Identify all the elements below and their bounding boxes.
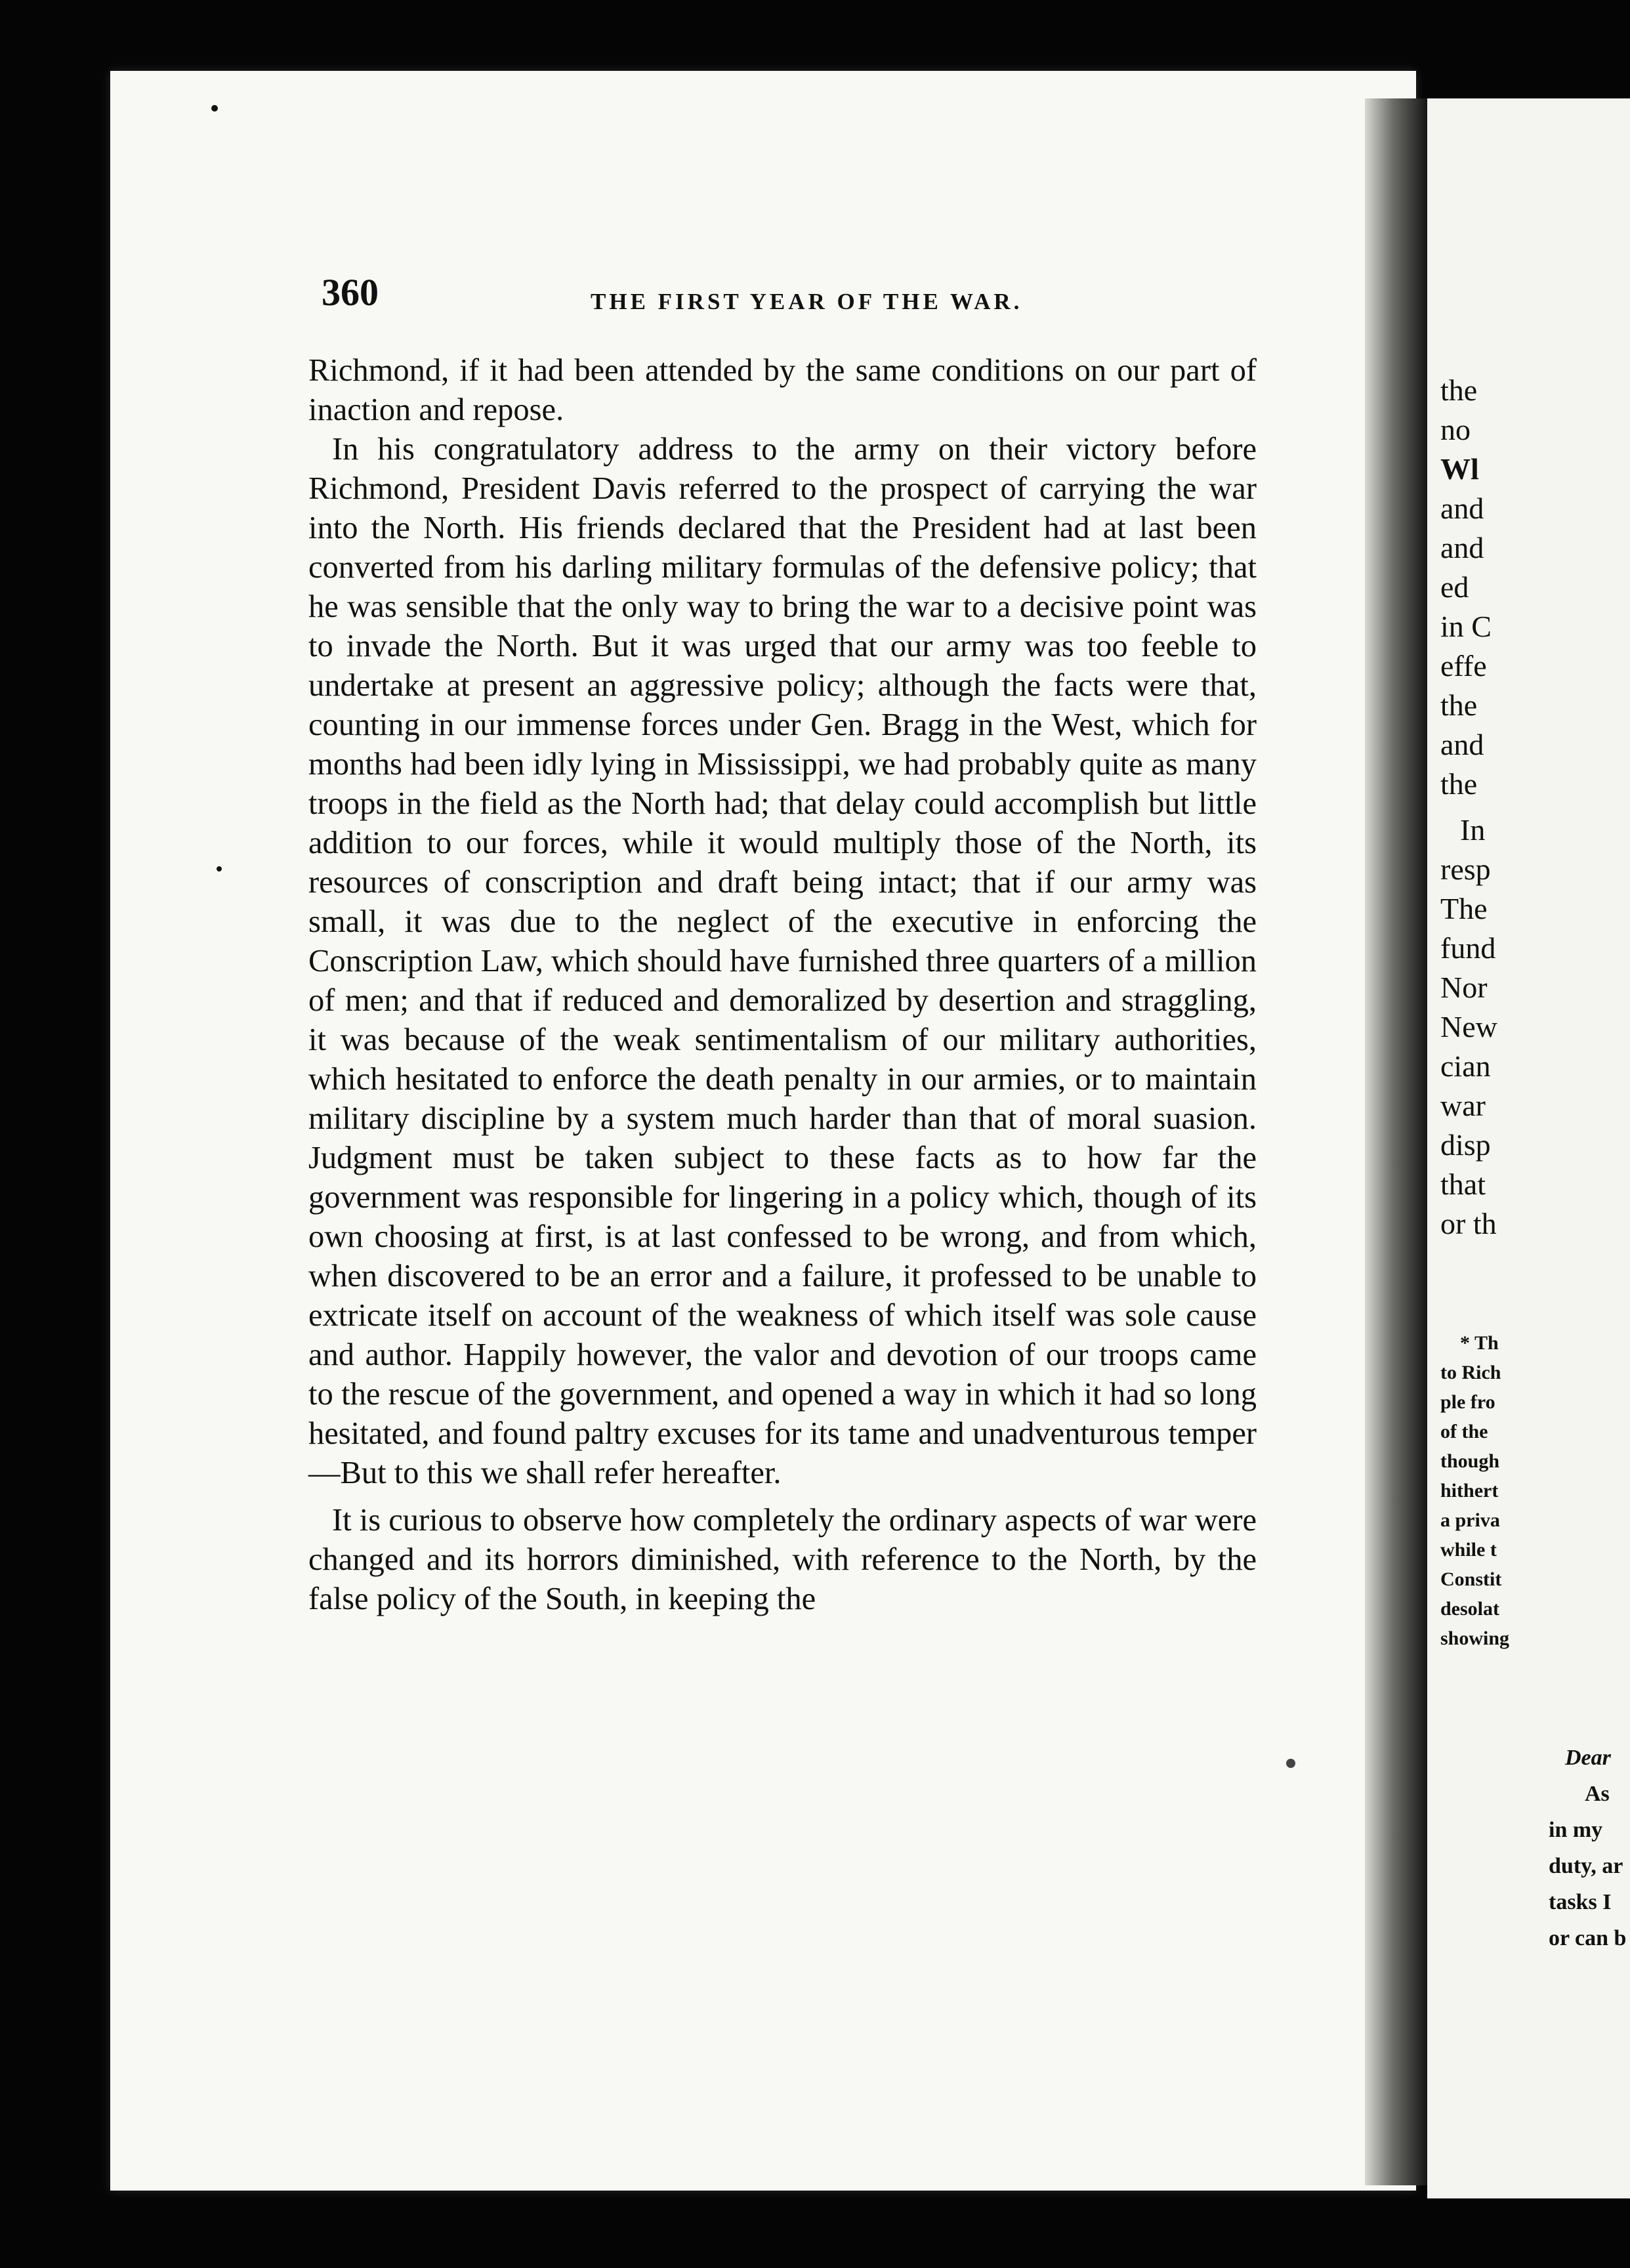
facing-footnote-line: hithert: [1440, 1480, 1499, 1502]
facing-line: resp: [1440, 852, 1491, 886]
body-text: [308, 351, 1257, 1619]
stray-mark: [211, 105, 218, 112]
page-number: 360: [322, 271, 379, 314]
facing-letter-line: Dear: [1565, 1746, 1611, 1770]
facing-line: and: [1440, 531, 1484, 564]
facing-footnote-line: showing: [1440, 1628, 1510, 1649]
facing-line: effe: [1440, 649, 1487, 682]
facing-line: ed: [1440, 570, 1469, 604]
facing-line: and: [1440, 728, 1484, 761]
facing-line: the: [1440, 373, 1478, 407]
facing-footnote-line: * Th: [1460, 1332, 1499, 1354]
running-head: THE FIRST YEAR OF THE WAR.: [591, 289, 1023, 314]
facing-line: In: [1460, 813, 1486, 847]
facing-line: that: [1440, 1167, 1486, 1201]
facing-letter-line: duty, ar: [1549, 1854, 1623, 1878]
facing-footnote-line: Constit: [1440, 1568, 1502, 1590]
stray-mark: [217, 866, 222, 872]
facing-footnote-line: a priva: [1440, 1509, 1500, 1531]
facing-footnote-line: desolat: [1440, 1598, 1499, 1620]
facing-letter-line: in my: [1549, 1818, 1603, 1842]
facing-footnote-line: to Rich: [1440, 1362, 1501, 1383]
facing-footnote-line: of the: [1440, 1421, 1488, 1442]
facing-line: fund: [1440, 931, 1496, 965]
facing-line: disp: [1440, 1128, 1491, 1162]
facing-line: Wl: [1440, 452, 1479, 486]
facing-footnote-line: ple fro: [1440, 1391, 1495, 1413]
book-gutter: [1365, 98, 1427, 2185]
facing-line: New: [1440, 1010, 1497, 1043]
facing-line: in C: [1440, 610, 1492, 643]
facing-footnote-line: while t: [1440, 1539, 1497, 1561]
facing-line: and: [1440, 492, 1484, 525]
paragraph-1: Richmond, if it had been attended by the same conditions on our part of inaction and repose.: [308, 353, 1257, 427]
facing-line: the: [1440, 767, 1478, 801]
facing-footnote-line: though: [1440, 1450, 1500, 1472]
paragraph-2: In his congratulatory address to the army on their victory before Richmond, President Davis referred to the prospect of carrying the war into the North. His friends declared that the President had at last been converted from his darling military formulas of the defensive policy; that he was sensible that the only way to bring the war to a decisive point was to invade the North. But it was urged that our army was too feeble to undertake at present an aggressive policy; although the facts were that, counting in our immense forces under Gen. Bragg in the West, which for months had been idly lying in Mississippi, we had probably quite as many troops in the field as the North had; that delay could accomplish but little addition to our forces, while it would multiply those of the North, its resources of conscription and draft being intact; that if our army was small, it was due to the neglect of the executive in enforcing the Conscription Law, which should have furnished three quarters of a million of men; and that if reduced and demoralized by desertion and straggling, it was because of the weak sentimentalism of our military authorities, which hesitated to enforce the death penalty in our armies, or to maintain military discipline by a system much harder than that of moral suasion. Judgment must be taken subject to these facts as to how far the government was responsible for lingering in a policy which, though of its own choosing at first, is at last confessed to be wrong, and from which, when discovered to be an error and a failure, it professed to be unable to extricate itself on account of the weakness of which itself was sole cause and author. Happily however, the valor and devotion of our troops came to the rescue of the government, and opened a way in which it had so long hesitated, and found paltry excuses for its tame and unadventurous temper—But to this we shall refer hereafter.: [308, 432, 1257, 1490]
facing-letter-line: As: [1585, 1782, 1610, 1806]
facing-letter-line: or can b: [1549, 1926, 1627, 1950]
facing-line: the: [1440, 688, 1478, 722]
facing-line: cian: [1440, 1049, 1491, 1083]
paragraph-3: It is curious to observe how completely the ordinary aspects of war were changed and its horrors diminished, with reference to the North, by the false policy of the South, in keeping the: [308, 1503, 1257, 1616]
facing-line: The: [1440, 892, 1488, 925]
facing-line: Nor: [1440, 971, 1488, 1004]
stray-mark: [1286, 1759, 1295, 1768]
facing-line: or th: [1440, 1207, 1497, 1240]
facing-line: war: [1440, 1089, 1486, 1122]
facing-letter-line: tasks I: [1549, 1890, 1612, 1914]
facing-line: no: [1440, 413, 1471, 446]
